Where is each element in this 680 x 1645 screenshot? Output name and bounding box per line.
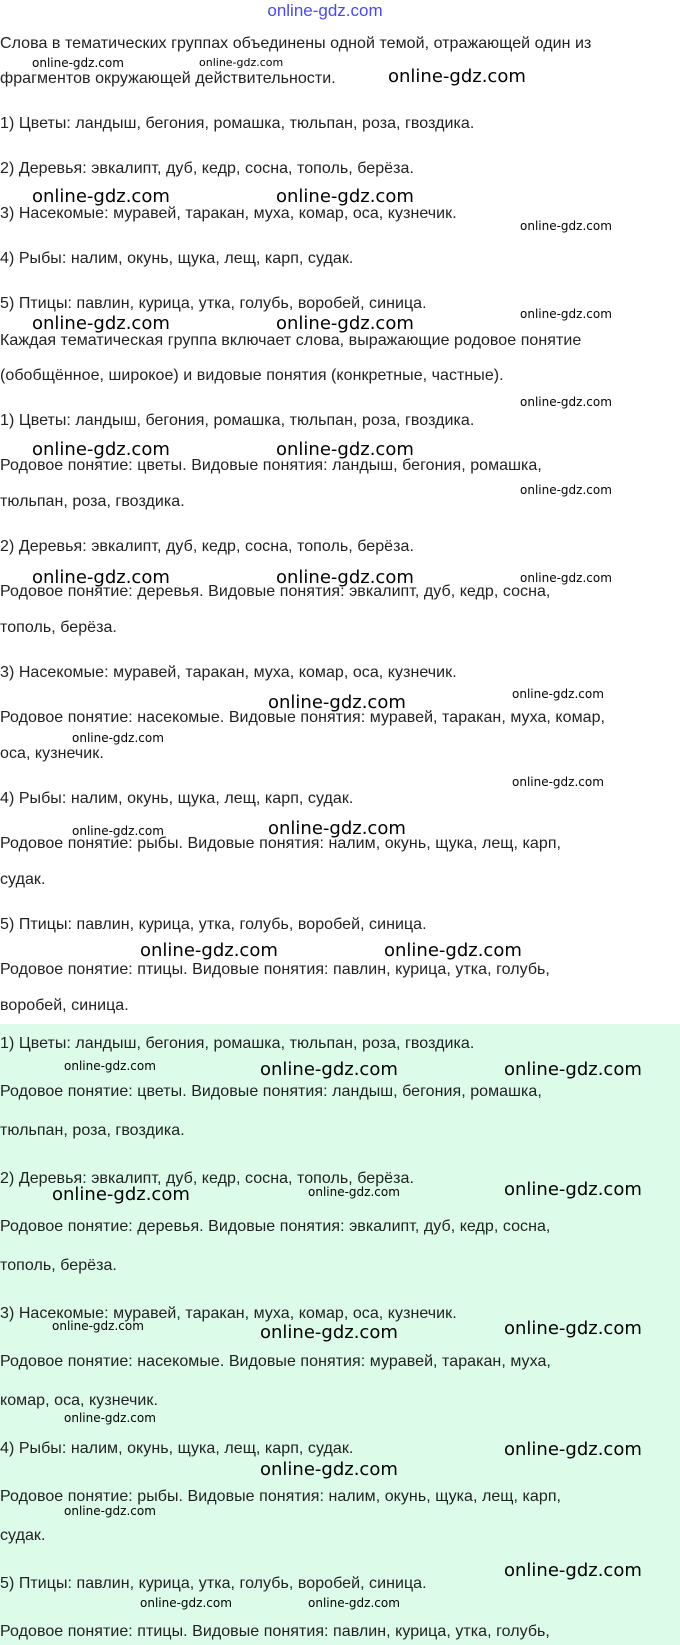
watermark: online-gdz.com <box>520 395 612 409</box>
watermark: online-gdz.com <box>520 219 612 233</box>
group-item: 2) Деревья: эвкалипт, дуб, кедр, сосна, тополь, берёза. <box>0 160 414 177</box>
answer-line: Родовое понятие: деревья. Видовые понятия: эвкалипт, дуб, кедр, сосна, <box>0 1218 551 1235</box>
analysis-title: 2) Деревья: эвкалипт, дуб, кедр, сосна, тополь, берёза. <box>0 538 414 555</box>
watermark: online-gdz.com <box>140 940 278 961</box>
watermark: online-gdz.com <box>268 692 406 713</box>
watermark: online-gdz.com <box>384 940 522 961</box>
analysis-line: оса, кузнечик. <box>0 745 104 762</box>
watermark: online-gdz.com <box>276 439 414 460</box>
answer-line: Родовое понятие: насекомые. Видовые понятия: муравей, таракан, муха, <box>0 1353 551 1370</box>
watermark: online-gdz.com <box>260 1059 398 1080</box>
site-header-link[interactable]: online-gdz.com <box>267 1 383 20</box>
explanation-line-1: Каждая тематическая группа включает слова, выражающие родовое понятие <box>0 332 582 349</box>
analysis-line: Родовое понятие: цветы. Видовые понятия: ландыш, бегония, ромашка, <box>0 457 542 474</box>
watermark: online-gdz.com <box>32 567 170 588</box>
analysis-line: судак. <box>0 871 46 888</box>
answer-line: Родовое понятие: рыбы. Видовые понятия: налим, окунь, щука, лещ, карп, <box>0 1488 562 1505</box>
answer-line: Родовое понятие: птицы. Видовые понятия: павлин, курица, утка, голубь, <box>0 1623 550 1640</box>
watermark: online-gdz.com <box>260 1322 398 1343</box>
analysis-line: тюльпан, роза, гвоздика. <box>0 493 185 510</box>
answer-line: судак. <box>0 1527 46 1544</box>
answer-title: 1) Цветы: ландыш, бегония, ромашка, тюльпан, роза, гвоздика. <box>0 1035 475 1052</box>
watermark: online-gdz.com <box>32 56 124 70</box>
group-item: 5) Птицы: павлин, курица, утка, голубь, воробей, синица. <box>0 295 427 312</box>
answer-title: 5) Птицы: павлин, курица, утка, голубь, воробей, синица. <box>0 1575 427 1592</box>
watermark: online-gdz.com <box>504 1318 642 1339</box>
analysis-line: воробей, синица. <box>0 997 129 1014</box>
watermark: online-gdz.com <box>512 775 604 789</box>
watermark: online-gdz.com <box>268 818 406 839</box>
watermark: online-gdz.com <box>308 1185 400 1199</box>
analysis-title: 3) Насекомые: муравей, таракан, муха, комар, оса, кузнечик. <box>0 664 457 681</box>
watermark: online-gdz.com <box>199 56 284 69</box>
answer-title: 2) Деревья: эвкалипт, дуб, кедр, сосна, тополь, берёза. <box>0 1170 414 1187</box>
answer-line: тополь, берёза. <box>0 1257 117 1274</box>
watermark: online-gdz.com <box>504 1179 642 1200</box>
answer-title: 3) Насекомые: муравей, таракан, муха, комар, оса, кузнечик. <box>0 1305 457 1322</box>
watermark: online-gdz.com <box>388 66 526 87</box>
watermark: online-gdz.com <box>276 313 414 334</box>
watermark: online-gdz.com <box>72 731 164 745</box>
analysis-line: Родовое понятие: рыбы. Видовые понятия: налим, окунь, щука, лещ, карп, <box>0 835 562 852</box>
watermark: online-gdz.com <box>276 186 414 207</box>
answer-line: тюльпан, роза, гвоздика. <box>0 1122 185 1139</box>
answer-line: Родовое понятие: цветы. Видовые понятия: ландыш, бегония, ромашка, <box>0 1083 542 1100</box>
watermark: online-gdz.com <box>276 567 414 588</box>
analysis-line: Родовое понятие: деревья. Видовые понятия: эвкалипт, дуб, кедр, сосна, <box>0 583 551 600</box>
watermark: online-gdz.com <box>520 483 612 497</box>
analysis-title: 4) Рыбы: налим, окунь, щука, лещ, карп, судак. <box>0 790 354 807</box>
analysis-line: Родовое понятие: птицы. Видовые понятия: павлин, курица, утка, голубь, <box>0 961 550 978</box>
watermark: online-gdz.com <box>64 1059 156 1073</box>
watermark: online-gdz.com <box>52 1319 144 1333</box>
intro-line-1: Слова в тематических группах объединены одной темой, отражающей один из <box>0 35 592 52</box>
group-item: 3) Насекомые: муравей, таракан, муха, комар, оса, кузнечик. <box>0 205 457 222</box>
group-item: 1) Цветы: ландыш, бегония, ромашка, тюльпан, роза, гвоздика. <box>0 115 475 132</box>
watermark: online-gdz.com <box>308 1596 400 1610</box>
analysis-title: 1) Цветы: ландыш, бегония, ромашка, тюльпан, роза, гвоздика. <box>0 412 475 429</box>
watermark: online-gdz.com <box>140 1596 232 1610</box>
intro-line-2: фрагментов окружающей действительности. <box>0 70 336 87</box>
watermark: online-gdz.com <box>504 1439 642 1460</box>
explanation-line-2: (обобщённое, широкое) и видовые понятия (конкретные, частные). <box>0 367 504 384</box>
watermark: online-gdz.com <box>64 1411 156 1425</box>
watermark: online-gdz.com <box>72 824 164 838</box>
watermark: online-gdz.com <box>32 439 170 460</box>
watermark: online-gdz.com <box>52 1184 190 1205</box>
watermark: online-gdz.com <box>504 1059 642 1080</box>
watermark: online-gdz.com <box>260 1459 398 1480</box>
watermark: online-gdz.com <box>520 307 612 321</box>
group-item: 4) Рыбы: налим, окунь, щука, лещ, карп, судак. <box>0 250 354 267</box>
watermark: online-gdz.com <box>520 571 612 585</box>
watermark: online-gdz.com <box>64 1504 156 1518</box>
watermark: online-gdz.com <box>504 1560 642 1581</box>
answer-title: 4) Рыбы: налим, окунь, щука, лещ, карп, судак. <box>0 1440 354 1457</box>
watermark: online-gdz.com <box>512 687 604 701</box>
watermark: online-gdz.com <box>32 313 170 334</box>
analysis-title: 5) Птицы: павлин, курица, утка, голубь, воробей, синица. <box>0 916 427 933</box>
watermark: online-gdz.com <box>32 186 170 207</box>
answer-line: комар, оса, кузнечик. <box>0 1392 158 1409</box>
analysis-line: тополь, берёза. <box>0 619 117 636</box>
analysis-line: Родовое понятие: насекомые. Видовые понятия: муравей, таракан, муха, комар, <box>0 709 606 726</box>
